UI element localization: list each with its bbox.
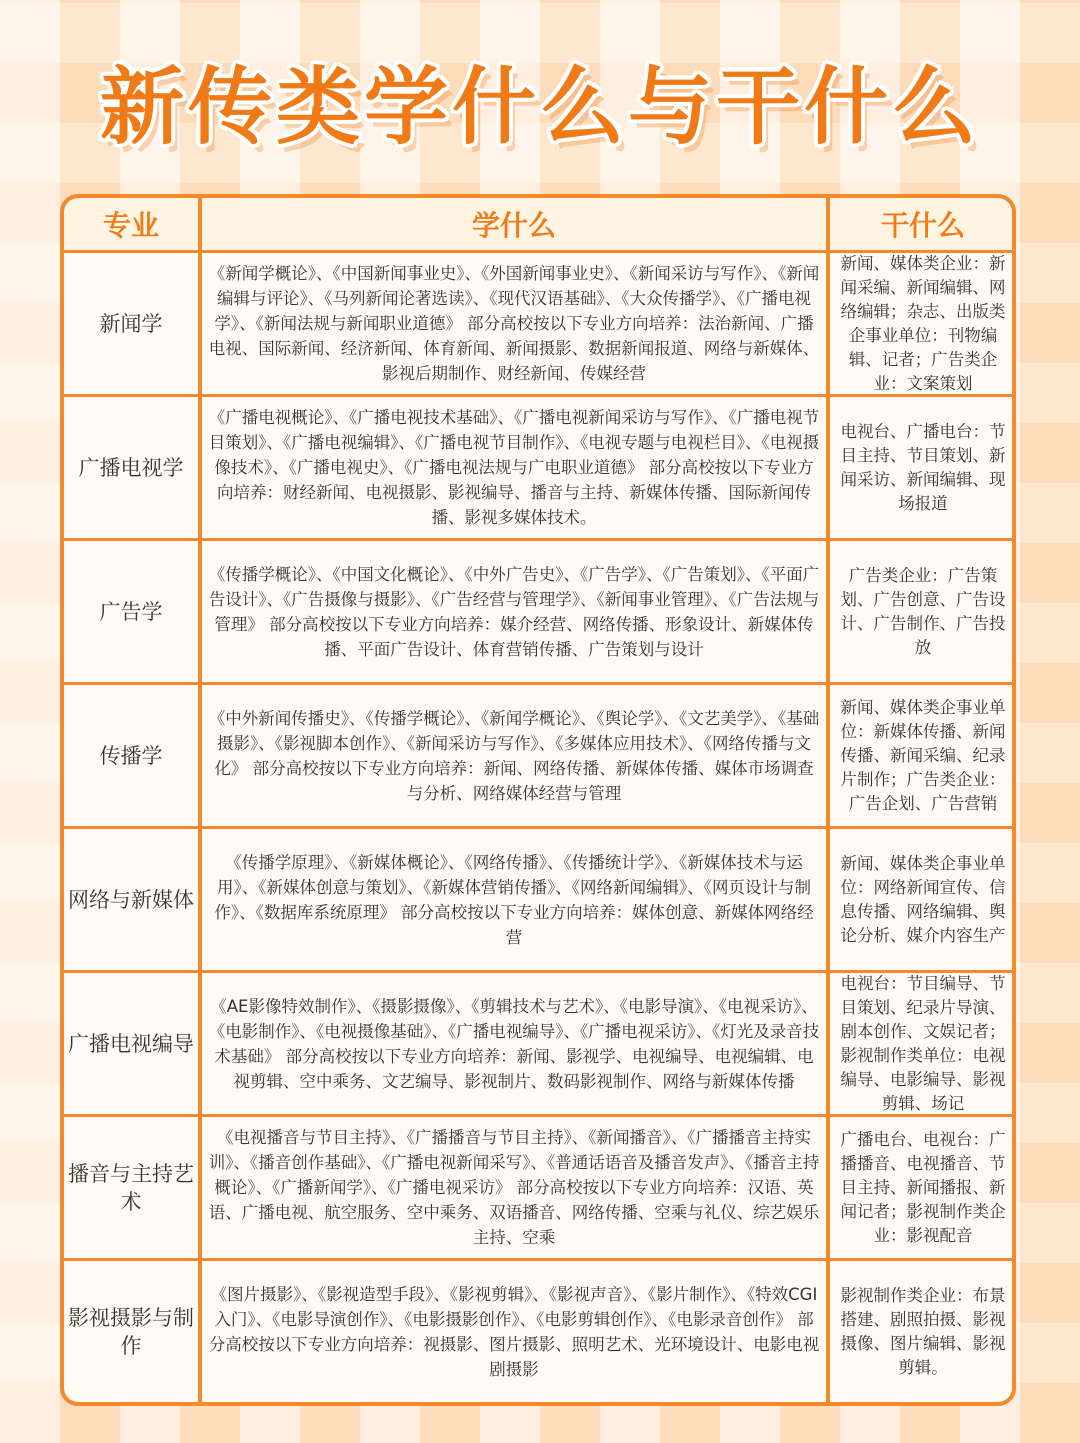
header-learn: 学什么 <box>202 198 826 250</box>
learn-cell: 《广播电视概论》、《广播电视技术基础》、《广播电视新闻采访与写作》、《广播电视节目策划》、《广播电视编辑》、《广播电视节目制作》、《电视专题与电视栏目》、《电视摄像技术》、《广播电视史》、《广播电视法规与广电职业道德》 部分高校按以下专业方向培养：财经新闻、电视摄影、影视编导、播音与主持、新媒体传播、国际新闻传播、影视多媒体技术。 <box>202 397 826 538</box>
work-cell: 电视台、广播电台：节目主持、节目策划、新闻采访、新闻编辑、现场报道 <box>830 397 1016 538</box>
learn-cell: 《图片摄影》、《影视造型手段》、《影视剪辑》、《影视声音》、《影片制作》、《特效CGI入门》、《电影导演创作》、《电影摄影创作》、《电影剪辑创作》、《电影录音创作》 部分高校按以下专业方向培养：视摄影、图片摄影、照明艺术、光环境设计、电影电视剧摄影 <box>202 1261 826 1402</box>
major-cell: 影视摄影与制作 <box>64 1261 198 1402</box>
work-cell: 电视台：节目编导、节目策划、纪录片导演、剧本创作、文娱记者；影视制作类单位：电视编导、电影编导、影视剪辑、场记 <box>830 973 1016 1114</box>
work-cell: 新闻、媒体类企事业单位：新媒体传播、新闻传播、新闻采编、纪录片制作；广告类企业：广告企划、广告营销 <box>830 685 1016 826</box>
work-cell: 影视制作类企业：布景搭建、剧照拍摄、影视摄像、图片编辑、影视剪辑。 <box>830 1261 1016 1402</box>
major-cell: 广播电视学 <box>64 397 198 538</box>
work-cell: 新闻、媒体类企业：新闻采编、新闻编辑、网络编辑；杂志、出版类企事业单位：刊物编辑、记者；广告类企业：文案策划 <box>830 253 1016 394</box>
header-major: 专业 <box>64 198 198 250</box>
learn-cell: 《传播学原理》、《新媒体概论》、《网络传播》、《传播统计学》、《新媒体技术与运用》、《新媒体创意与策划》、《新媒体营销传播》、《网络新闻编辑》、《网页设计与制作》、《数据库系统原理》 部分高校按以下专业方向培养：媒体创意、新媒体网络经营 <box>202 829 826 970</box>
majors-table <box>60 194 1016 1406</box>
learn-cell: 《中外新闻传播史》、《传播学概论》、《新闻学概论》、《舆论学》、《文艺美学》、《基础摄影》、《影视脚本创作》、《新闻采访与写作》、《多媒体应用技术》、《网络传播与文化》 部分高校按以下专业方向培养：新闻、网络传播、新媒体传播、媒体市场调查与分析、网络媒体经营与管理 <box>202 685 826 826</box>
major-cell: 播音与主持艺术 <box>64 1117 198 1258</box>
learn-cell: 《AE影像特效制作》、《摄影摄像》、《剪辑技术与艺术》、《电影导演》、《电视采访》、《电影制作》、《电视摄像基础》、《广播电视编导》、《广播电视采访》、《灯光及录音技术基础》 部分高校按以下专业方向培养：新闻、影视学、电视编导、电视编辑、电视剪辑、空中乘务、文艺编导、影视制片、数码影视制作、网络与新媒体传播 <box>202 973 826 1114</box>
work-cell: 广告类企业：广告策划、广告创意、广告设计、广告制作、广告投放 <box>830 541 1016 682</box>
learn-cell: 《新闻学概论》、《中国新闻事业史》、《外国新闻事业史》、《新闻采访与写作》、《新闻编辑与评论》、《马列新闻论著选读》、《现代汉语基础》、《大众传播学》、《广播电视学》、《新闻法规与新闻职业道德》 部分高校按以下专业方向培养：法治新闻、广播电视、国际新闻、经济新闻、体育新闻、新闻摄影、数据新闻报道、网络与新媒体、影视后期制作、财经新闻、传媒经营 <box>202 253 826 394</box>
major-cell: 传播学 <box>64 685 198 826</box>
work-cell: 新闻、媒体类企事业单位：网络新闻宣传、信息传播、网络编辑、舆论分析、媒介内容生产 <box>830 829 1016 970</box>
major-cell: 广告学 <box>64 541 198 682</box>
learn-cell: 《传播学概论》、《中国文化概论》、《中外广告史》、《广告学》、《广告策划》、《平面广告设计》、《广告摄像与摄影》、《广告经营与管理学》、《新闻事业管理》、《广告法规与管理》 部分高校按以下专业方向培养：媒介经营、网络传播、形象设计、新媒体传播、平面广告设计、体育营销传播、广告策划与设计 <box>202 541 826 682</box>
header-work: 干什么 <box>830 198 1016 250</box>
work-cell: 广播电台、电视台：广播播音、电视播音、节目主持、新闻播报、新闻记者；影视制作类企业：影视配音 <box>830 1117 1016 1258</box>
page-title: 新传类学什么与干什么 <box>99 58 980 156</box>
learn-cell: 《电视播音与节目主持》、《广播播音与节目主持》、《新闻播音》、《广播播音主持实训》、《播音创作基础》、《广播电视新闻采写》、《普通话语音及播音发声》、《播音主持概论》、《广播新闻学》、《广播电视采访》 部分高校按以下专业方向培养：汉语、英语、广播电视、航空服务、空中乘务、双语播音、网络传播、空乘与礼仪、综艺娱乐主持、空乘 <box>202 1117 826 1258</box>
major-cell: 网络与新媒体 <box>64 829 198 970</box>
major-cell: 新闻学 <box>64 253 198 394</box>
major-cell: 广播电视编导 <box>64 973 198 1114</box>
